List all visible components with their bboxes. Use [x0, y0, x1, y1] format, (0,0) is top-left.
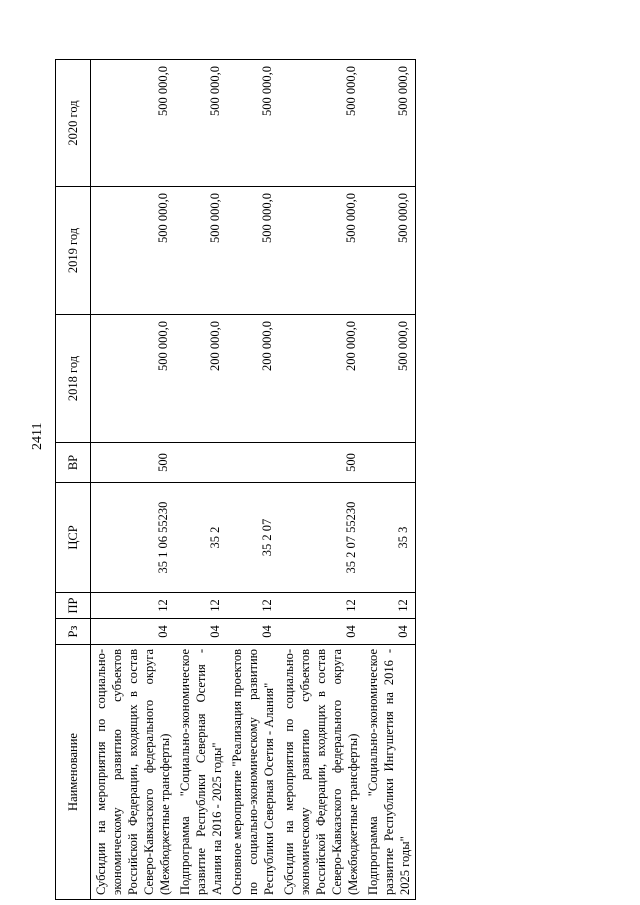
header-2019: 2019 год [56, 187, 91, 315]
row-pr: 12 [363, 593, 416, 619]
row-csr: 35 2 07 55230 [279, 483, 363, 593]
row-csr: 35 3 [363, 483, 416, 593]
header-pr: ПР [56, 593, 91, 619]
row-vr [363, 443, 416, 483]
row-pr: 12 [227, 593, 279, 619]
table-row [91, 60, 176, 900]
row-csr: 35 2 [175, 483, 227, 593]
page-number: 2411 [30, 422, 45, 450]
row-csr: 35 2 07 [227, 483, 279, 593]
row-2020: 500 000,0 [363, 60, 416, 187]
row-2018: 200 000,0 [279, 315, 363, 443]
row-2020: 500 000,0 [227, 60, 279, 187]
budget-table [55, 59, 416, 900]
header-vr: ВР [56, 443, 91, 483]
row-csr: 35 1 06 55230 [91, 483, 176, 593]
row-vr [227, 443, 279, 483]
row-name: Подпрограмма "Социально-экономическое развитие Республики Ингушетия на 2016 - 2025 годы" [363, 645, 416, 900]
row-pr: 12 [279, 593, 363, 619]
table-row [175, 60, 227, 900]
row-vr: 500 [279, 443, 363, 483]
row-rz: 04 [91, 619, 176, 645]
row-pr: 12 [91, 593, 176, 619]
row-2019: 500 000,0 [279, 187, 363, 315]
row-2020: 500 000,0 [175, 60, 227, 187]
row-vr: 500 [91, 443, 176, 483]
table-row [279, 60, 363, 900]
row-2020: 500 000,0 [91, 60, 176, 187]
rotated-budget-table-wrapper [55, 60, 590, 900]
table-row [363, 60, 416, 900]
header-2020: 2020 год [56, 60, 91, 187]
row-2018: 200 000,0 [175, 315, 227, 443]
row-rz: 04 [279, 619, 363, 645]
row-pr: 12 [175, 593, 227, 619]
row-2018: 500 000,0 [91, 315, 176, 443]
row-2019: 500 000,0 [227, 187, 279, 315]
row-rz: 04 [227, 619, 279, 645]
row-2020: 500 000,0 [279, 60, 363, 187]
row-2018: 200 000,0 [227, 315, 279, 443]
row-2019: 500 000,0 [363, 187, 416, 315]
row-2019: 500 000,0 [175, 187, 227, 315]
row-name: Основное мероприятие "Реализация проектов по социально-экономическому развитию Республики Северная Осетия - Алания" [227, 645, 279, 900]
row-vr [175, 443, 227, 483]
row-2018: 500 000,0 [363, 315, 416, 443]
table-header-row [56, 60, 91, 900]
row-rz: 04 [175, 619, 227, 645]
row-name: Подпрограмма "Социально-экономическое развитие Республики Северная Осетия - Алания на 2016 - 2025 годы" [175, 645, 227, 900]
row-rz: 04 [363, 619, 416, 645]
row-name: Субсидии на мероприятия по социально-экономическому развитию субъектов Российской Федерации, входящих в состав Северо-Кавказского федерального округа (Межбюджетные трансферты) [279, 645, 363, 900]
row-name: Субсидии на мероприятия по социально-экономическому развитию субъектов Российской Федерации, входящих в состав Северо-Кавказского федерального округа (Межбюджетные трансферты) [91, 645, 176, 900]
table-row [227, 60, 279, 900]
row-2019: 500 000,0 [91, 187, 176, 315]
header-rz: Рз [56, 619, 91, 645]
header-name: Наименование [56, 645, 91, 900]
header-2018: 2018 год [56, 315, 91, 443]
header-csr: ЦСР [56, 483, 91, 593]
